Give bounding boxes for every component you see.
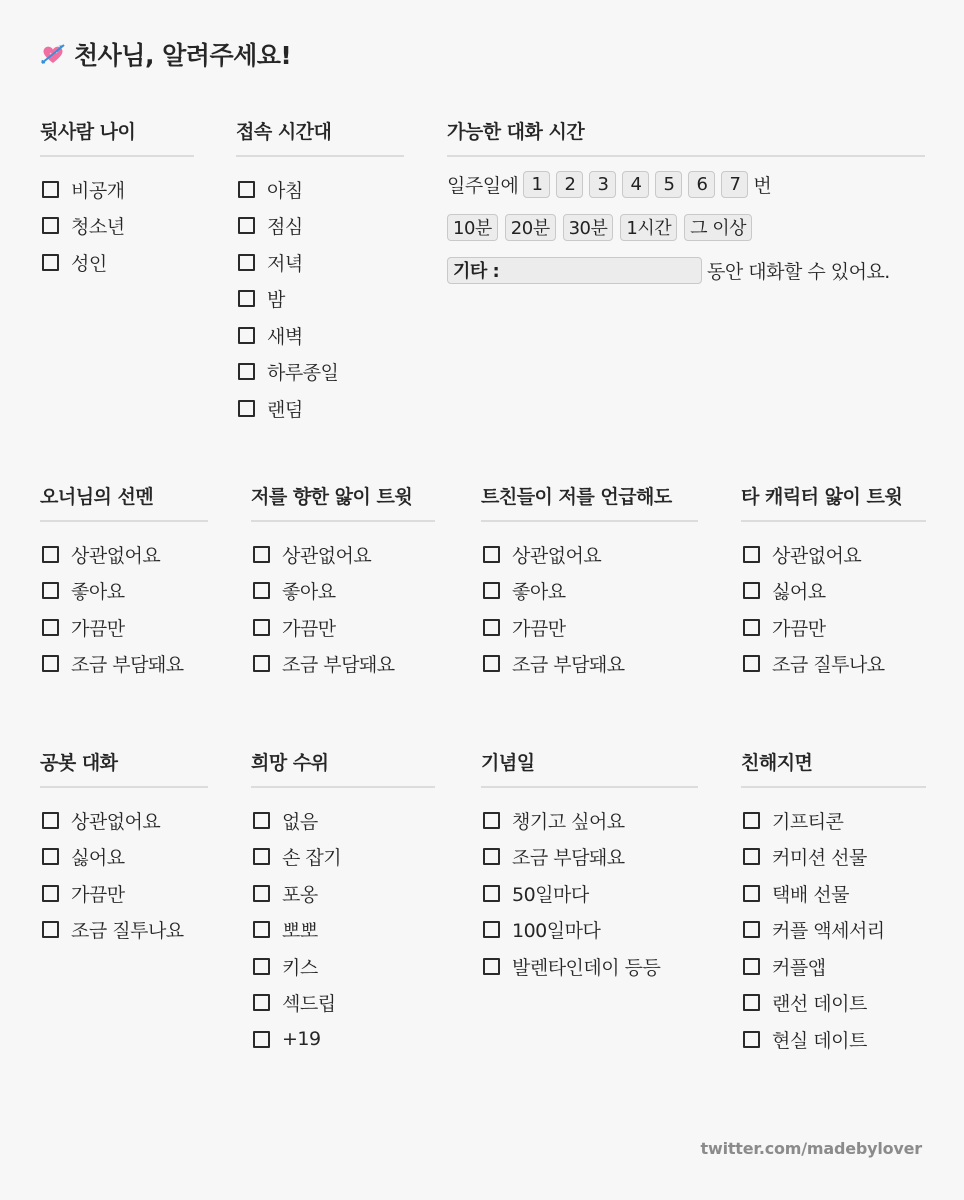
checkbox-option[interactable] xyxy=(40,609,208,646)
page-title xyxy=(40,36,291,72)
section-chat-time xyxy=(447,117,925,285)
checkbox-label: 밤 xyxy=(267,289,285,312)
checkbox-option[interactable] xyxy=(741,839,926,876)
section-heading: 공봇 대화 xyxy=(40,748,208,788)
checkbox-label: 가끔만 xyxy=(772,617,826,640)
checkbox-label: 새벽 xyxy=(267,325,303,348)
checkbox[interactable] xyxy=(238,363,255,380)
checkbox-label: 뽀뽀 xyxy=(282,920,318,943)
checkbox-option[interactable] xyxy=(40,839,208,876)
section-heading: 트친들이 저를 언급해도 xyxy=(481,482,698,522)
section-heading: 친해지면 xyxy=(741,748,926,788)
duration-row xyxy=(447,212,925,242)
checkbox-option[interactable] xyxy=(481,573,698,610)
checkbox-option[interactable] xyxy=(251,985,435,1022)
checkbox-label: 발렌타인데이 등등 xyxy=(512,956,661,979)
section-heading: 가능한 대화 시간 xyxy=(447,117,925,157)
checkbox-label: 포옹 xyxy=(282,883,318,906)
etc-label: 기타 : xyxy=(453,261,500,282)
checkbox-label: 택배 선물 xyxy=(772,883,849,906)
checkbox-label: 조금 부담돼요 xyxy=(282,654,395,677)
checkbox-option[interactable] xyxy=(251,646,435,683)
week-number-chip[interactable]: 3 xyxy=(589,171,616,198)
checkbox-option[interactable] xyxy=(741,1021,926,1058)
checkbox[interactable] xyxy=(253,958,270,975)
checkbox[interactable] xyxy=(42,254,59,271)
checkbox-option[interactable] xyxy=(251,948,435,985)
checkbox[interactable] xyxy=(42,181,59,198)
checkbox-option[interactable] xyxy=(481,875,698,912)
week-number-chip[interactable]: 7 xyxy=(721,171,748,198)
checkbox-option[interactable] xyxy=(251,875,435,912)
checkbox-label: 상관없어요 xyxy=(71,544,161,567)
checkbox-option[interactable] xyxy=(741,609,926,646)
checkbox[interactable] xyxy=(743,921,760,938)
section-friend-mention xyxy=(481,482,698,682)
section-desired-level xyxy=(251,748,435,1058)
week-prefix: 일주일에 xyxy=(447,174,519,197)
checkbox[interactable] xyxy=(253,994,270,1011)
checkbox-label: 기프티콘 xyxy=(772,810,844,833)
checkbox[interactable] xyxy=(42,217,59,234)
checkbox-label: 좋아요 xyxy=(512,581,566,604)
checkbox[interactable] xyxy=(743,885,760,902)
checkbox-option[interactable] xyxy=(236,317,404,354)
checkbox-option[interactable] xyxy=(236,171,404,208)
checkbox-label: 조금 부담돼요 xyxy=(512,847,625,870)
checkbox[interactable] xyxy=(238,290,255,307)
checkbox-option[interactable] xyxy=(741,948,926,985)
week-number-chip[interactable]: 4 xyxy=(622,171,649,198)
checkbox-label: 커플 액세서리 xyxy=(772,920,885,943)
checkbox-label: 키스 xyxy=(282,956,318,979)
checkbox[interactable] xyxy=(743,582,760,599)
week-count-row xyxy=(447,169,925,199)
etc-suffix: 동안 대화할 수 있어요. xyxy=(707,260,890,283)
section-access-time xyxy=(236,117,404,427)
checkbox-label: 상관없어요 xyxy=(772,544,862,567)
checkbox[interactable] xyxy=(42,546,59,563)
checkbox-option[interactable] xyxy=(481,609,698,646)
checkbox-option[interactable] xyxy=(236,390,404,427)
checkbox[interactable] xyxy=(253,1031,270,1048)
checkbox[interactable] xyxy=(483,619,500,636)
checkbox-label: +19 xyxy=(282,1028,321,1051)
week-number-chip[interactable]: 5 xyxy=(655,171,682,198)
checkbox[interactable] xyxy=(743,848,760,865)
checkbox-option[interactable] xyxy=(251,912,435,949)
checkbox[interactable] xyxy=(253,655,270,672)
section-heading: 뒷사람 나이 xyxy=(40,117,194,157)
checkbox-option[interactable] xyxy=(40,875,208,912)
checkbox-option[interactable] xyxy=(741,646,926,683)
checkbox[interactable] xyxy=(743,619,760,636)
checkbox-option[interactable] xyxy=(236,244,404,281)
checkbox-label: 싫어요 xyxy=(772,581,826,604)
checkbox[interactable] xyxy=(253,885,270,902)
section-anniversary xyxy=(481,748,698,985)
checkbox-label: 성인 xyxy=(71,252,107,275)
checkbox-label: 청소년 xyxy=(71,216,125,239)
checkbox-option[interactable] xyxy=(40,646,208,683)
checkbox-option[interactable] xyxy=(741,536,926,573)
checkbox-option[interactable] xyxy=(741,985,926,1022)
checkbox[interactable] xyxy=(253,812,270,829)
checkbox[interactable] xyxy=(483,848,500,865)
checkbox-label: 상관없어요 xyxy=(512,544,602,567)
section-public-chat xyxy=(40,748,208,948)
checkbox-label: 상관없어요 xyxy=(282,544,372,567)
section-age xyxy=(40,117,194,281)
checkbox[interactable] xyxy=(253,921,270,938)
checkbox[interactable] xyxy=(483,812,500,829)
week-number-chip[interactable]: 6 xyxy=(688,171,715,198)
checkbox[interactable] xyxy=(42,619,59,636)
checkbox[interactable] xyxy=(238,181,255,198)
checkbox[interactable] xyxy=(253,546,270,563)
checkbox-option[interactable] xyxy=(236,208,404,245)
checkbox[interactable] xyxy=(743,958,760,975)
checkbox-option[interactable] xyxy=(40,802,208,839)
checkbox-option[interactable] xyxy=(481,536,698,573)
checkbox[interactable] xyxy=(483,921,500,938)
checkbox[interactable] xyxy=(743,994,760,1011)
heart-with-arrow-icon xyxy=(40,41,66,67)
checkbox-label: 가끔만 xyxy=(71,883,125,906)
duration-chip[interactable]: 그 이상 xyxy=(684,214,752,241)
checkbox-label: 상관없어요 xyxy=(71,810,161,833)
checkbox-option[interactable] xyxy=(40,208,194,245)
checkbox-option[interactable] xyxy=(481,912,698,949)
checkbox-option[interactable] xyxy=(481,646,698,683)
checkbox[interactable] xyxy=(743,655,760,672)
checkbox-option[interactable] xyxy=(251,573,435,610)
checkbox[interactable] xyxy=(743,1031,760,1048)
section-heading: 희망 수위 xyxy=(251,748,435,788)
checkbox-label: 랜선 데이트 xyxy=(772,993,867,1016)
etc-row xyxy=(447,255,925,285)
checkbox[interactable] xyxy=(238,217,255,234)
checkbox-label: 조금 부담돼요 xyxy=(71,654,184,677)
checkbox-label: 좋아요 xyxy=(282,581,336,604)
week-number-chip[interactable]: 2 xyxy=(556,171,583,198)
checkbox[interactable] xyxy=(253,619,270,636)
checkbox-option[interactable] xyxy=(40,573,208,610)
checkbox-label: 하루종일 xyxy=(267,362,339,385)
section-heading: 타 캐릭터 앓이 트윗 xyxy=(741,482,926,522)
checkbox-label: 랜덤 xyxy=(267,398,303,421)
checkbox-label: 비공개 xyxy=(71,179,125,202)
checkbox-label: 조금 부담돼요 xyxy=(512,654,625,677)
checkbox[interactable] xyxy=(483,885,500,902)
checkbox[interactable] xyxy=(42,921,59,938)
checkbox-label: 가끔만 xyxy=(512,617,566,640)
checkbox-option[interactable] xyxy=(481,802,698,839)
section-ship-tweet xyxy=(251,482,435,682)
checkbox[interactable] xyxy=(253,582,270,599)
checkbox-label: 점심 xyxy=(267,216,303,239)
checkbox-option[interactable] xyxy=(741,573,926,610)
checkbox[interactable] xyxy=(483,582,500,599)
checkbox-label: 손 잡기 xyxy=(282,847,342,870)
checkbox-label: 아침 xyxy=(267,179,303,202)
checkbox[interactable] xyxy=(42,885,59,902)
section-other-char-tweet xyxy=(741,482,926,682)
checkbox-label: 가끔만 xyxy=(71,617,125,640)
checkbox[interactable] xyxy=(238,400,255,417)
checkbox-label: 현실 데이트 xyxy=(772,1029,867,1052)
checkbox[interactable] xyxy=(238,327,255,344)
checkbox[interactable] xyxy=(743,812,760,829)
duration-chip[interactable]: 20분 xyxy=(505,214,556,241)
checkbox-label: 없음 xyxy=(282,810,318,833)
checkbox-option[interactable] xyxy=(481,948,698,985)
etc-input[interactable] xyxy=(447,257,702,284)
checkbox-label: 섹드립 xyxy=(282,993,336,1016)
section-heading: 저를 향한 앓이 트윗 xyxy=(251,482,435,522)
checkbox-option[interactable] xyxy=(40,536,208,573)
checkbox-label: 50일마다 xyxy=(512,883,589,906)
checkbox-option[interactable] xyxy=(481,839,698,876)
checkbox-label: 가끔만 xyxy=(282,617,336,640)
checkbox[interactable] xyxy=(483,655,500,672)
checkbox[interactable] xyxy=(238,254,255,271)
checkbox-option[interactable] xyxy=(741,912,926,949)
section-heading: 기념일 xyxy=(481,748,698,788)
checkbox[interactable] xyxy=(42,812,59,829)
duration-chip[interactable]: 10분 xyxy=(447,214,498,241)
checkbox[interactable] xyxy=(743,546,760,563)
checkbox-label: 챙기고 싶어요 xyxy=(512,810,625,833)
checkbox-option[interactable] xyxy=(251,802,435,839)
checkbox-option[interactable] xyxy=(236,354,404,391)
checkbox-option[interactable] xyxy=(40,912,208,949)
checkbox[interactable] xyxy=(42,582,59,599)
duration-chip[interactable]: 30분 xyxy=(563,214,614,241)
checkbox-option[interactable] xyxy=(251,536,435,573)
section-heading: 접속 시간대 xyxy=(236,117,404,157)
checkbox-option[interactable] xyxy=(40,244,194,281)
checkbox-option[interactable] xyxy=(251,609,435,646)
checkbox-label: 조금 질투나요 xyxy=(772,654,885,677)
section-owner-mention xyxy=(40,482,208,682)
checkbox[interactable] xyxy=(42,848,59,865)
checkbox-option[interactable] xyxy=(741,875,926,912)
checkbox-label: 100일마다 xyxy=(512,920,601,943)
week-number-chip[interactable]: 1 xyxy=(523,171,550,198)
footer-credit: twitter.com/madebylover xyxy=(700,1139,922,1158)
checkbox-option[interactable] xyxy=(251,839,435,876)
section-when-close xyxy=(741,748,926,1058)
section-heading: 오너님의 선멘 xyxy=(40,482,208,522)
checkbox[interactable] xyxy=(483,958,500,975)
checkbox-label: 조금 질투나요 xyxy=(71,920,184,943)
title-text: 천사님, 알려주세요! xyxy=(74,41,292,70)
week-suffix: 번 xyxy=(753,174,772,197)
checkbox-label: 저녁 xyxy=(267,252,303,275)
checkbox-label: 좋아요 xyxy=(71,581,125,604)
checkbox-label: 커플앱 xyxy=(772,956,826,979)
checkbox-option[interactable] xyxy=(251,1021,435,1058)
checkbox-label: 커미션 선물 xyxy=(772,847,867,870)
checkbox-option[interactable] xyxy=(741,802,926,839)
checkbox[interactable] xyxy=(483,546,500,563)
checkbox-option[interactable] xyxy=(236,281,404,318)
checkbox-option[interactable] xyxy=(40,171,194,208)
duration-chip[interactable]: 1시간 xyxy=(620,214,677,241)
checkbox[interactable] xyxy=(42,655,59,672)
checkbox[interactable] xyxy=(253,848,270,865)
checkbox-label: 싫어요 xyxy=(71,847,125,870)
